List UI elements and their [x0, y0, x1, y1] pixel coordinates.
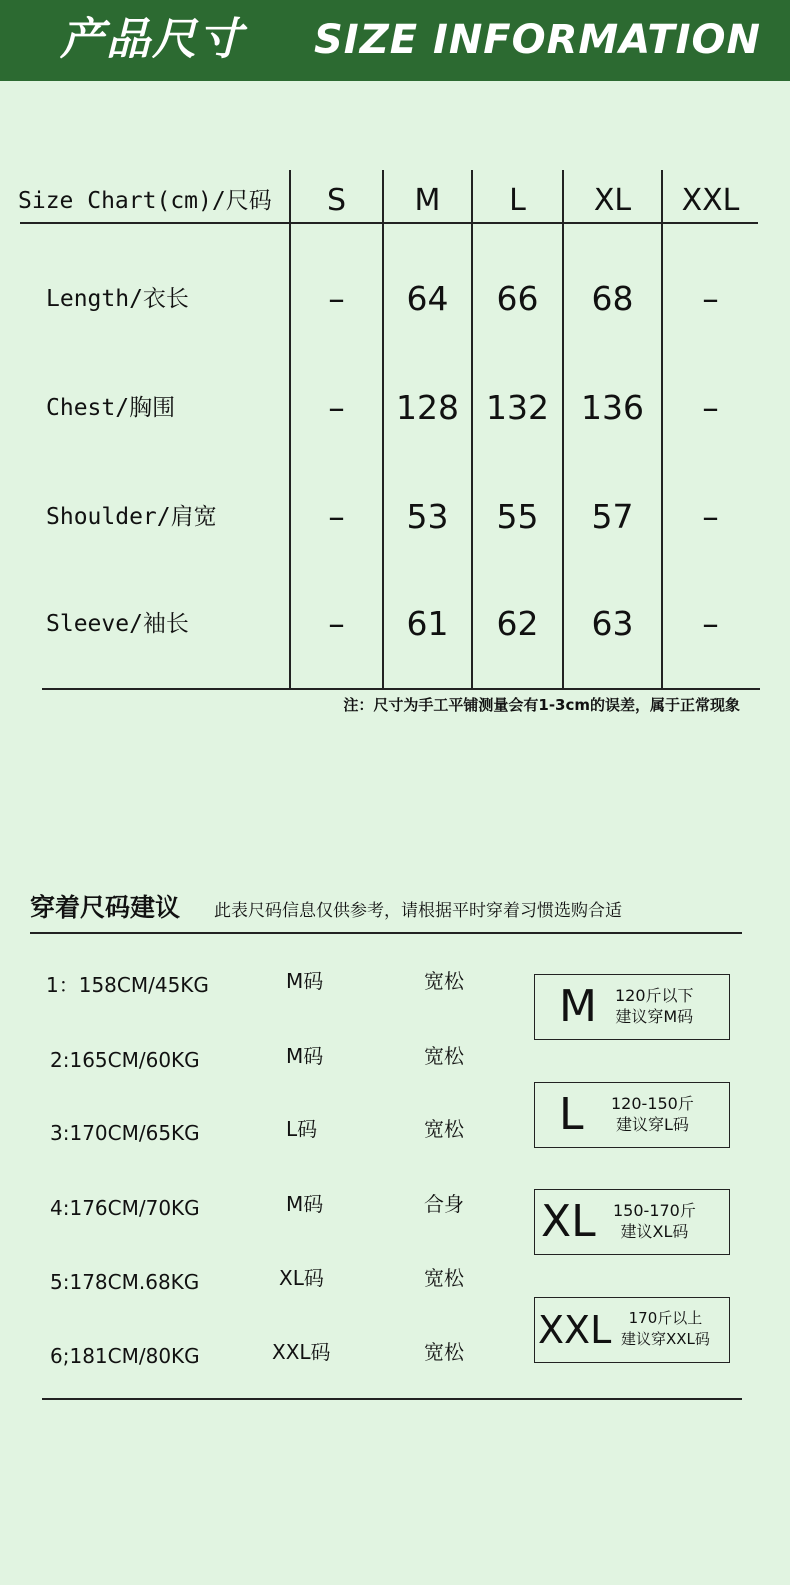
badge-letter: L	[559, 1089, 584, 1140]
entry-fit: 合身	[424, 1192, 464, 1216]
badge-letter: XXL	[538, 1308, 612, 1352]
table-bottom-rule	[42, 688, 760, 690]
table-cell: –	[328, 604, 345, 643]
banner-title-en: SIZE INFORMATION	[314, 17, 762, 63]
badge-text	[613, 1200, 696, 1242]
recommendation-title: 穿着尺码建议	[30, 893, 181, 922]
size-header-l: L	[509, 183, 526, 218]
size-header-s: S	[326, 183, 347, 218]
badge-text	[621, 1308, 710, 1350]
entry-size: XXL码	[272, 1340, 331, 1364]
row-label-chest: Chest/胸围	[46, 395, 176, 421]
table-cell: 66	[496, 279, 539, 318]
entry-body: 2:165CM/60KG	[50, 1048, 200, 1072]
entry-body: 3:170CM/65KG	[50, 1121, 200, 1145]
recommendation-divider	[30, 932, 742, 934]
size-chart-header-label: Size Chart(cm)/尺码	[18, 188, 272, 214]
entry-size: M码	[286, 1044, 324, 1068]
entry-fit: 宽松	[424, 1117, 464, 1141]
size-header-m: M	[414, 183, 441, 218]
row-label-sleeve: Sleeve/袖长	[46, 611, 189, 637]
table-cell: 136	[581, 388, 644, 427]
table-cell: –	[328, 388, 345, 427]
entry-body: 1：158CM/45KG	[46, 973, 209, 997]
entry-size: M码	[286, 1192, 324, 1216]
table-cell: –	[702, 388, 719, 427]
badge-line1: 170斤以上	[628, 1309, 703, 1327]
entry-body: 5:178CM.68KG	[50, 1270, 200, 1294]
table-cell: 132	[486, 388, 549, 427]
table-cell: –	[702, 604, 719, 643]
table-cell: –	[702, 279, 719, 318]
badge-line2: 建议穿L码	[615, 1115, 689, 1134]
size-chart-table	[0, 0, 790, 720]
badge-line1: 120-150斤	[611, 1094, 694, 1113]
table-cell: 64	[406, 279, 449, 318]
row-label-length: Length/衣长	[46, 286, 189, 312]
badge-line1: 120斤以下	[615, 986, 694, 1005]
table-cell: –	[328, 279, 345, 318]
table-cell: 55	[496, 497, 539, 536]
table-cell: 53	[406, 497, 449, 536]
table-cell: 68	[591, 279, 634, 318]
entry-fit: 宽松	[424, 1340, 464, 1364]
banner-title-cn: 产品尺寸	[60, 14, 244, 65]
size-badge-m	[534, 974, 730, 1040]
size-header-xl: XL	[593, 183, 632, 218]
badge-text	[611, 1093, 694, 1135]
table-cell: 128	[396, 388, 459, 427]
entry-size: M码	[286, 969, 324, 993]
entry-body: 4:176CM/70KG	[50, 1196, 200, 1220]
row-label-shoulder: Shoulder/肩宽	[46, 504, 217, 530]
entry-size: XL码	[279, 1266, 324, 1290]
recommendation-subtitle: 此表尺码信息仅供参考，请根据平时穿着习惯选购合适	[214, 901, 622, 921]
table-cell: 62	[496, 604, 539, 643]
badge-letter: M	[559, 981, 597, 1032]
size-badge-xl	[534, 1189, 730, 1255]
badge-line2: 建议穿M码	[615, 1007, 694, 1026]
table-cell: 61	[406, 604, 449, 643]
measurement-note: 注：尺寸为手工平铺测量会有1-3cm的误差，属于正常现象	[343, 696, 740, 714]
entry-body: 6;181CM/80KG	[50, 1344, 200, 1368]
table-cell: –	[328, 497, 345, 536]
entry-fit: 宽松	[424, 1044, 464, 1068]
badge-line1: 150-170斤	[613, 1201, 696, 1220]
entry-fit: 宽松	[424, 1266, 464, 1290]
badge-line2: 建议穿XXL码	[621, 1330, 710, 1348]
table-cell: –	[702, 497, 719, 536]
entry-size: L码	[286, 1117, 318, 1141]
size-badge-xxl	[534, 1297, 730, 1363]
entry-fit: 宽松	[424, 969, 464, 993]
size-badge-l	[534, 1082, 730, 1148]
badge-text	[615, 985, 694, 1027]
badge-letter: XL	[541, 1196, 596, 1247]
badge-line2: 建议XL码	[620, 1222, 689, 1241]
size-header-xxl: XXL	[681, 183, 740, 218]
table-cell: 57	[591, 497, 634, 536]
table-cell: 63	[591, 604, 634, 643]
section-bottom-rule	[42, 1398, 742, 1400]
